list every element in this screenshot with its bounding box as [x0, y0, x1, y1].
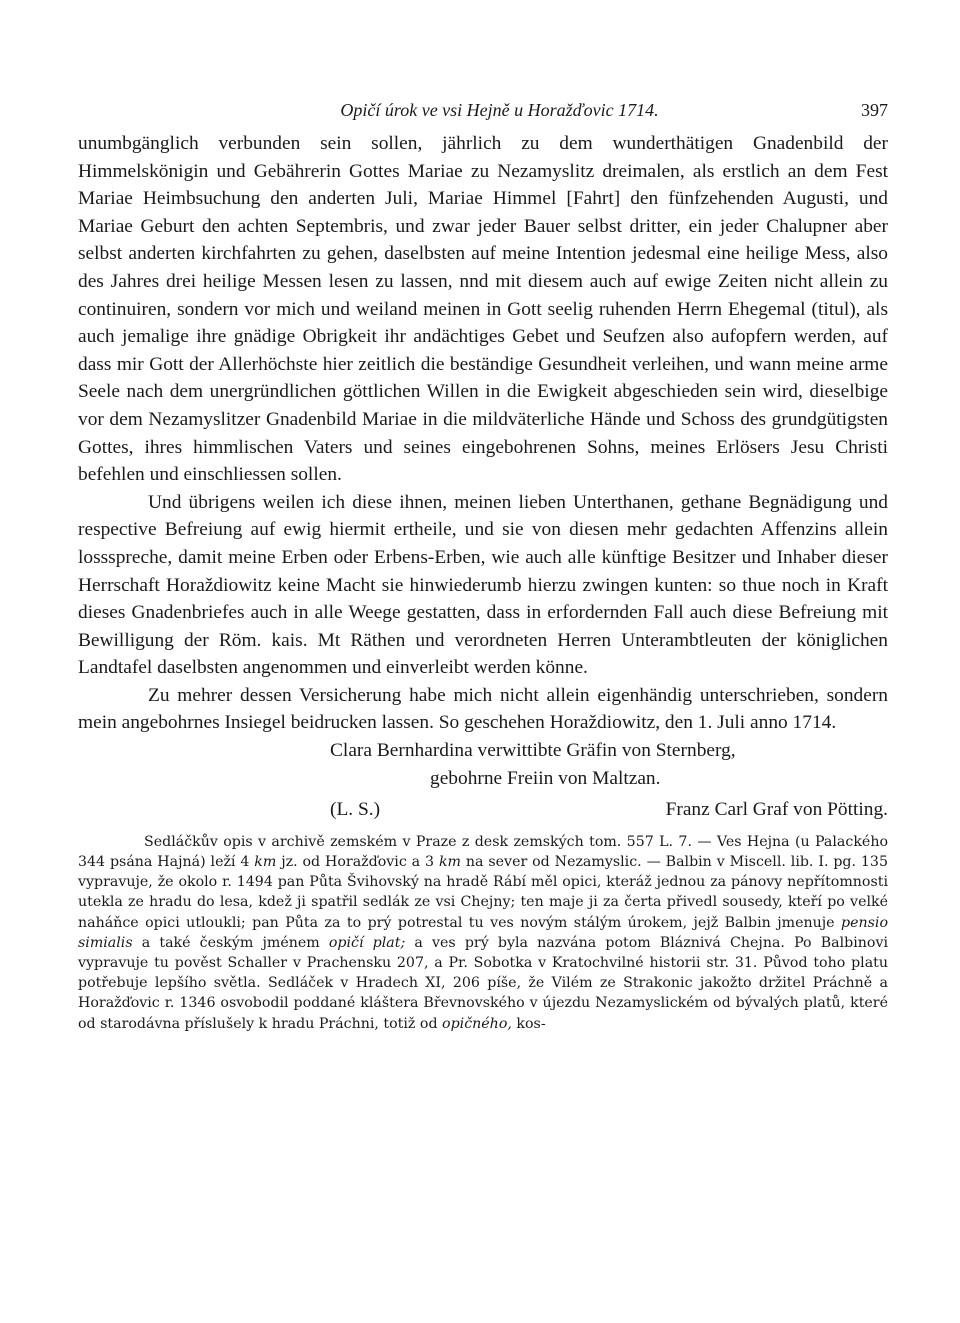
signature-block: [78, 737, 888, 792]
seal-row: [330, 796, 888, 824]
footnote-segment: Sedláčkův opis v archivě zemském v Praze z desk zemských tom. 557 L. 7. — Ves Hejna (u Palackého 344 psána Hajná) leží 4: [78, 833, 888, 871]
footnote-segment: na sever od Nezamyslic. — Balbin v Miscell. lib. I. pg. 135 vypravuje, že okolo r. 1494 pan Půta Švihovský na hradě Rábí měl opici, kteráž jednou za pánovy nepřítomnosti utekla ze hradu do lesa, kdež ji spatřil sedlák ze vsi Chejny; ten maje ji za čerta přivedl sousedy, kteří po velké naháňce opici utloukli; pan Půta za to prý potrestal tu ves novým stálým úrokem, jejž Balbin jmenuje: [78, 854, 888, 931]
footnote-segment: jz. od Horažďovic a 3: [276, 854, 439, 871]
second-signer: Franz Carl Graf von Pötting.: [665, 799, 888, 821]
document-page: [78, 100, 888, 1034]
paragraph-2: Und übrigens weilen ich diese ihnen, meinen lieben Unterthanen, gethane Begnädigung und respective Befreiung auf ewig hiermit ertheile, und sie von diesen mehr gedachten Affenzins allein lossspreche, damit meine Erben oder Erbens-Erben, wie auch alle künftige Besitzer und Inhaber dieser Herrschaft Horaždiowitz keine Macht sie hinwiederumb hierzu zwingen kunten: so thue noch in Kraft dieses Gnadenbriefes auch in alle Weege gestatten, dass in erfordernden Fall auch diese Befreiung mit Bewilligung der Röm. kais. Mt Räthen und verordneten Herren Unterambtleuten der königlichen Landtafel daselbsten angenommen und einverleibt werden könne.: [78, 491, 888, 679]
main-text: [78, 130, 888, 824]
footnote-segment: a také českým jménem: [132, 934, 329, 951]
running-header: [78, 100, 888, 130]
footnote-term: opičného,: [442, 1015, 512, 1032]
page-number: 397: [861, 100, 888, 120]
seal-mark: (L. S.): [330, 799, 381, 821]
footnote-latin-term: pensio simialis: [78, 914, 888, 951]
footnote-czech-term: opičí plat;: [328, 934, 406, 951]
paragraph-3: Zu mehrer dessen Versicherung habe mich nicht allein eigenhändig unterschrieben, sondern mein angebohrnes Insiegel beidrucken lassen. So geschehen Horaždiowitz, den 1. Juli anno 1714.: [78, 684, 888, 734]
paragraph-1: unumbgänglich verbunden sein sollen, jährlich zu dem wunderthätigen Gnadenbild der Himmelskönigin und Gebährerin Gottes Mariae zu Nezamyslitz dreimalen, als erstlich an dem Fest Mariae Heimbsuchung den anderten Juli, Mariae Himmel [Fahrt] den fünfzehenden Augusti, und Mariae Geburt den achten Septembris, und zwar jeder Bauer selbst dritter, ein jeder Chalupner aber selbst anderten kirchfahrten zu gehen, daselbsten auf meine Intention jedesmal eine heilige Mess, also des Jahres drei heilige Messen lesen zu lassen, nnd mit diesem auch auf ewige Zeiten nicht allein zu continuiren, sondern vor mich und weiland meinen in Gott seelig ruhenden Herrn Ehegemal (titul), als auch jemalige ihre gnädige Obrigkeit ihr andächtiges Gebet und Seufzen also aufopfern werden, auf dass mir Gott der Allerhöchste hier zeitlich die beständige Gesundheit verleihen, und wann meine arme Seele nach dem unergründlichen göttlichen Willen in die Ewigkeit abgeschieden sein wird, dieselbige vor dem Nezamyslitzer Gnadenbild Mariae in die mildväterliche Hände und Schoss des grundgütigsten Gottes, ihres himmlischen Vaters und seines eingebohrenen Sohns, meines Erlösers Jesu Christi befehlen und einschliessen sollen.: [78, 133, 888, 486]
signature-line-2: gebohrne Freiin von Maltzan.: [430, 767, 661, 789]
footnote: [78, 832, 888, 1034]
footnote-segment: a ves prý byla nazvána potom Bláznivá Chejna. Po Balbinovi vypravuje tu pověst Schaller v Prachensku 207, a Pr. Sobotka v Kratochvilné historii str. 31. Původ toho platu potřebuje lepšího světla. Sedláček v Hradech XI, 206 píše, že Vilém ze Strakonic jakožto držitel Práchně a Horažďovic r. 1346 osvobodil poddané kláštera Břevnovského v újezdu Nezamyslickém od bývalých platů, které od starodávna příslušely k hradu Práchni, totiž od: [78, 934, 889, 1032]
footnote-segment: kos-: [511, 1015, 546, 1032]
signature-line-1: Clara Bernhardina verwittibte Gräfin von Sternberg,: [330, 740, 736, 762]
footnote-unit: km: [438, 854, 461, 871]
footnote-unit: km: [254, 854, 277, 871]
running-title: Opičí úrok ve vsi Hejně u Horažďovic 1714.: [340, 100, 659, 120]
footnote-text: [78, 832, 888, 1034]
